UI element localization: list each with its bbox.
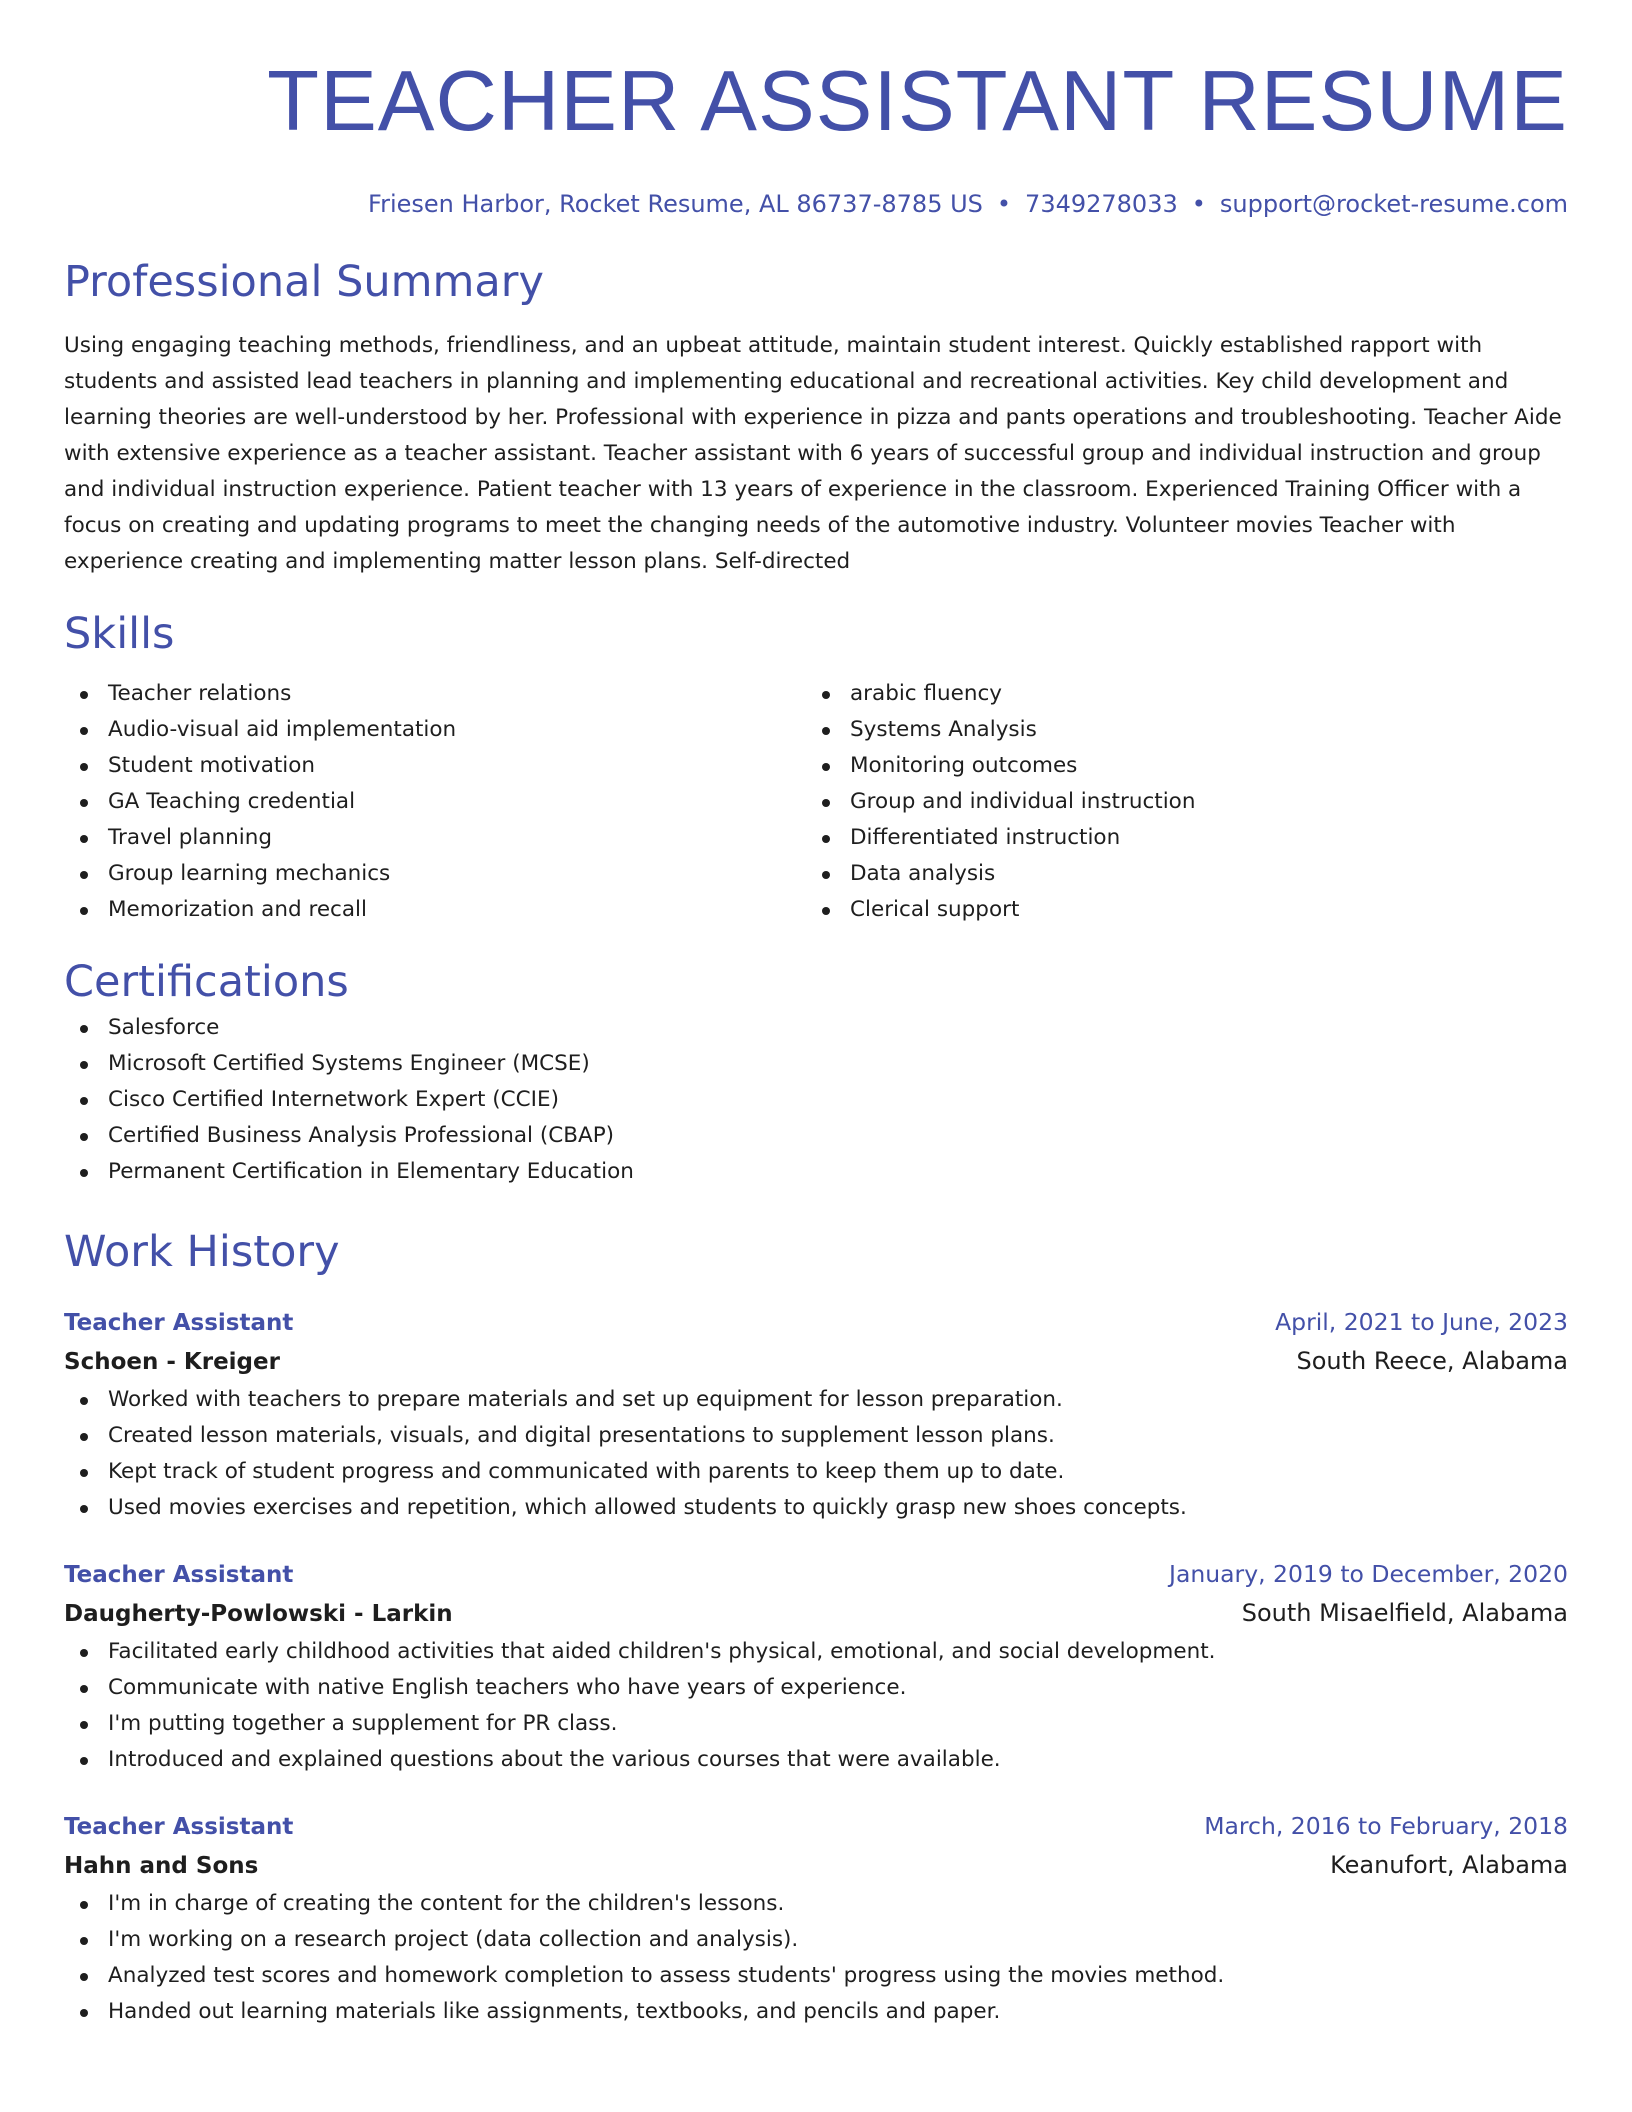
job-duties-list xyxy=(64,1382,1568,1526)
certification-item: Microsoft Certified Systems Engineer (MCSE) xyxy=(64,1046,1568,1082)
job-duty: Used movies exercises and repetition, which allowed students to quickly grasp new shoes concepts. xyxy=(64,1490,1568,1526)
skill-item: Travel planning xyxy=(64,820,806,856)
certification-item: Salesforce xyxy=(64,1010,1568,1046)
skill-item: Systems Analysis xyxy=(806,712,1548,748)
contact-line xyxy=(64,188,1568,220)
job-header-row xyxy=(64,1304,1568,1341)
job-title: Teacher Assistant xyxy=(64,1814,294,1840)
skill-item: Memorization and recall xyxy=(64,892,806,928)
job-duty: I'm in charge of creating the content for the children's lessons. xyxy=(64,1886,1568,1922)
skills-list xyxy=(64,676,1568,928)
contact-address: Friesen Harbor, Rocket Resume, AL 86737-8785 US xyxy=(368,190,983,218)
job-header-row xyxy=(64,1808,1568,1845)
skill-item: GA Teaching credential xyxy=(64,784,806,820)
job-duty: Handed out learning materials like assignments, textbooks, and pencils and paper. xyxy=(64,1994,1568,2030)
skill-item: Data analysis xyxy=(806,856,1548,892)
resume-title: TEACHER ASSISTANT RESUME xyxy=(267,54,1568,149)
summary-heading: Professional Summary xyxy=(64,257,544,307)
skills-heading: Skills xyxy=(64,609,175,659)
job-duty: Communicate with native English teachers who have years of experience. xyxy=(64,1670,1568,1706)
job-duty: Facilitated early childhood activities that aided children's physical, emotional, and social development. xyxy=(64,1634,1568,1670)
contact-phone: 7349278033 xyxy=(1025,190,1178,218)
skill-item: Group learning mechanics xyxy=(64,856,806,892)
resume-header xyxy=(64,52,1568,220)
job-location: Keanufort, Alabama xyxy=(1330,1851,1568,1879)
job-entry xyxy=(64,1304,1568,1526)
job-duty: Introduced and explained questions about the various courses that were available. xyxy=(64,1742,1568,1778)
job-company: Schoen - Kreiger xyxy=(64,1349,280,1375)
certification-item: Certified Business Analysis Professional (CBAP) xyxy=(64,1118,1568,1154)
job-duty: Analyzed test scores and homework completion to assess students' progress using the movies method. xyxy=(64,1958,1568,1994)
job-company: Hahn and Sons xyxy=(64,1853,259,1879)
job-duty: Kept track of student progress and communicated with parents to keep them up to date. xyxy=(64,1454,1568,1490)
contact-separator: • xyxy=(996,190,1012,218)
skill-item: Clerical support xyxy=(806,892,1548,928)
job-duty: Worked with teachers to prepare materials and set up equipment for lesson preparation. xyxy=(64,1382,1568,1418)
job-duty: I'm putting together a supplement for PR class. xyxy=(64,1706,1568,1742)
work-history-heading: Work History xyxy=(64,1227,340,1277)
job-title: Teacher Assistant xyxy=(64,1562,294,1588)
job-entry xyxy=(64,1808,1568,2030)
skill-item: Student motivation xyxy=(64,748,806,784)
job-duties-list xyxy=(64,1634,1568,1778)
certifications-heading: Certifications xyxy=(64,957,349,1007)
job-location: South Reece, Alabama xyxy=(1296,1347,1568,1375)
job-dates: March, 2016 to February, 2018 xyxy=(1204,1812,1568,1840)
skill-item: Monitoring outcomes xyxy=(806,748,1548,784)
certifications-list xyxy=(64,1010,1568,1190)
job-dates: January, 2019 to December, 2020 xyxy=(1169,1560,1568,1588)
skill-item: Differentiated instruction xyxy=(806,820,1548,856)
skills-column-left xyxy=(64,676,806,928)
job-entry xyxy=(64,1556,1568,1778)
skills-column-right xyxy=(806,676,1548,928)
job-company-row xyxy=(64,1593,1568,1634)
skill-item: Teacher relations xyxy=(64,676,806,712)
job-location: South Misaelfield, Alabama xyxy=(1241,1599,1568,1627)
job-company-row xyxy=(64,1845,1568,1886)
skill-item: arabic fluency xyxy=(806,676,1548,712)
job-company: Daugherty-Powlowski - Larkin xyxy=(64,1601,453,1627)
contact-separator: • xyxy=(1191,190,1206,218)
job-duty: Created lesson materials, visuals, and digital presentations to supplement lesson plans. xyxy=(64,1418,1568,1454)
skill-item: Audio-visual aid implementation xyxy=(64,712,806,748)
job-duties-list xyxy=(64,1886,1568,2030)
job-title: Teacher Assistant xyxy=(64,1310,294,1336)
summary-text: Using engaging teaching methods, friendliness, and an upbeat attitude, maintain student interest. Quickly established rapport with students and assisted lead teachers in planning and implementing educational and recreational activities. Key child development and learning theories are well-understood by her. Professional with experience in pizza and pants operations and troubleshooting. Teacher Aide with extensive experience as a teacher assistant. Teacher assistant with 6 years of successful group and individual instruction and group and individual instruction experience. Patient teacher with 13 years of experience in the classroom. Experienced Training Officer with a focus on creating and updating programs to meet the changing needs of the automotive industry. Volunteer movies Teacher with experience creating and implementing matter lesson plans. Self-directed xyxy=(64,333,1562,574)
skill-item: Group and individual instruction xyxy=(806,784,1548,820)
job-company-row xyxy=(64,1341,1568,1382)
contact-email[interactable]: support@rocket-resume.com xyxy=(1219,190,1568,218)
job-duty: I'm working on a research project (data collection and analysis). xyxy=(64,1922,1568,1958)
certification-item: Cisco Certified Internetwork Expert (CCIE) xyxy=(64,1082,1568,1118)
job-dates: April, 2021 to June, 2023 xyxy=(1275,1308,1568,1336)
job-header-row xyxy=(64,1556,1568,1593)
certification-item: Permanent Certification in Elementary Education xyxy=(64,1154,1568,1190)
